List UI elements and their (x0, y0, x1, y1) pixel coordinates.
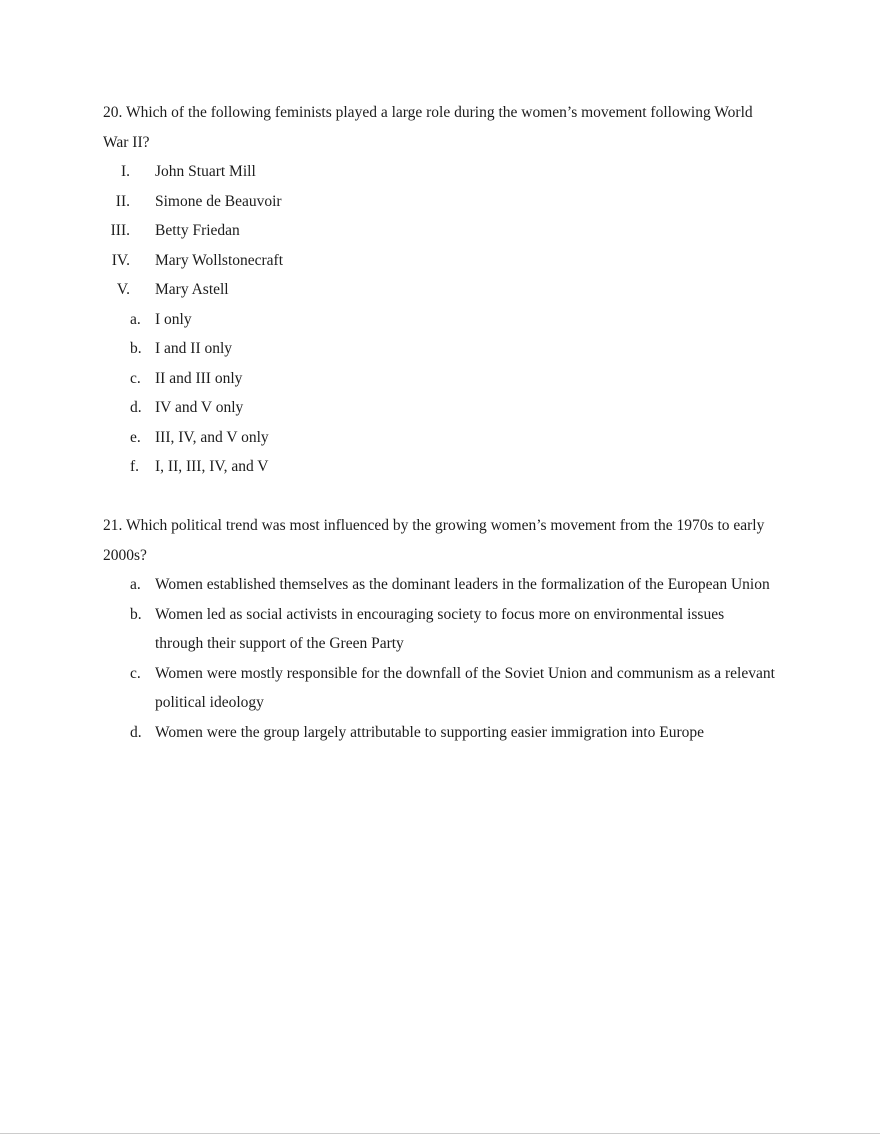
roman-item-text: Simone de Beauvoir (155, 192, 282, 210)
roman-numeral: II. (115, 192, 130, 210)
answer-option (103, 305, 776, 335)
option-letter: a. (130, 576, 141, 593)
question-21 (103, 511, 776, 747)
question-heading (103, 511, 776, 570)
roman-item (103, 246, 776, 276)
roman-numeral: III. (110, 222, 130, 239)
answer-option (103, 334, 776, 364)
option-letter: e. (130, 428, 141, 446)
option-letter: c. (130, 369, 141, 387)
option-text: II and III only (155, 369, 243, 387)
question-heading (103, 98, 776, 157)
question-text: Which of the following feminists played a large role during the women’s movement following World War II? (103, 104, 753, 151)
option-text: Women established themselves as the dominant leaders in the formalization of the European Union (155, 576, 770, 593)
option-letter: b. (130, 340, 142, 357)
answer-option (103, 718, 776, 748)
roman-item (103, 275, 776, 305)
answer-option (103, 659, 776, 718)
option-text: Women were the group largely attributable to supporting easier immigration into Europe (155, 723, 705, 741)
option-letter: d. (130, 723, 142, 741)
option-text: I and II only (155, 340, 233, 357)
question-20 (103, 98, 776, 482)
option-text: Women led as social activists in encouraging society to focus more on environmental issues through their support of the Green Party (155, 605, 725, 652)
answer-option (103, 570, 776, 600)
question-text: Which political trend was most influenced by the growing women’s movement from the 1970s to early 2000s? (103, 517, 765, 564)
option-text: Women were mostly responsible for the downfall of the Soviet Union and communism as a relevant political ideology (155, 664, 775, 711)
option-letter: b. (130, 605, 142, 623)
roman-numeral: V. (116, 281, 130, 298)
question-number: 20. (103, 104, 123, 121)
option-letter: c. (130, 664, 141, 682)
option-letter: d. (130, 399, 142, 416)
roman-item (103, 187, 776, 217)
roman-item-text: John Stuart Mill (155, 163, 256, 180)
page-bottom-divider (0, 1133, 880, 1134)
roman-numeral: IV. (111, 251, 130, 269)
answer-option (103, 600, 776, 659)
roman-item-text: Mary Wollstonecraft (155, 251, 284, 269)
roman-item (103, 216, 776, 246)
question-number: 21. (103, 517, 123, 534)
answer-option (103, 423, 776, 453)
option-text: IV and V only (155, 399, 244, 416)
roman-numeral: I. (120, 163, 130, 180)
option-text: I, II, III, IV, and V (155, 458, 269, 475)
roman-item (103, 157, 776, 187)
option-text: III, IV, and V only (155, 428, 269, 446)
option-letter: f. (130, 458, 140, 475)
answer-option (103, 393, 776, 423)
answer-option (103, 452, 776, 482)
roman-item-text: Betty Friedan (155, 222, 240, 239)
answer-option (103, 364, 776, 394)
option-text: I only (155, 310, 192, 328)
option-letter: a. (130, 310, 141, 328)
roman-item-text: Mary Astell (155, 281, 229, 298)
